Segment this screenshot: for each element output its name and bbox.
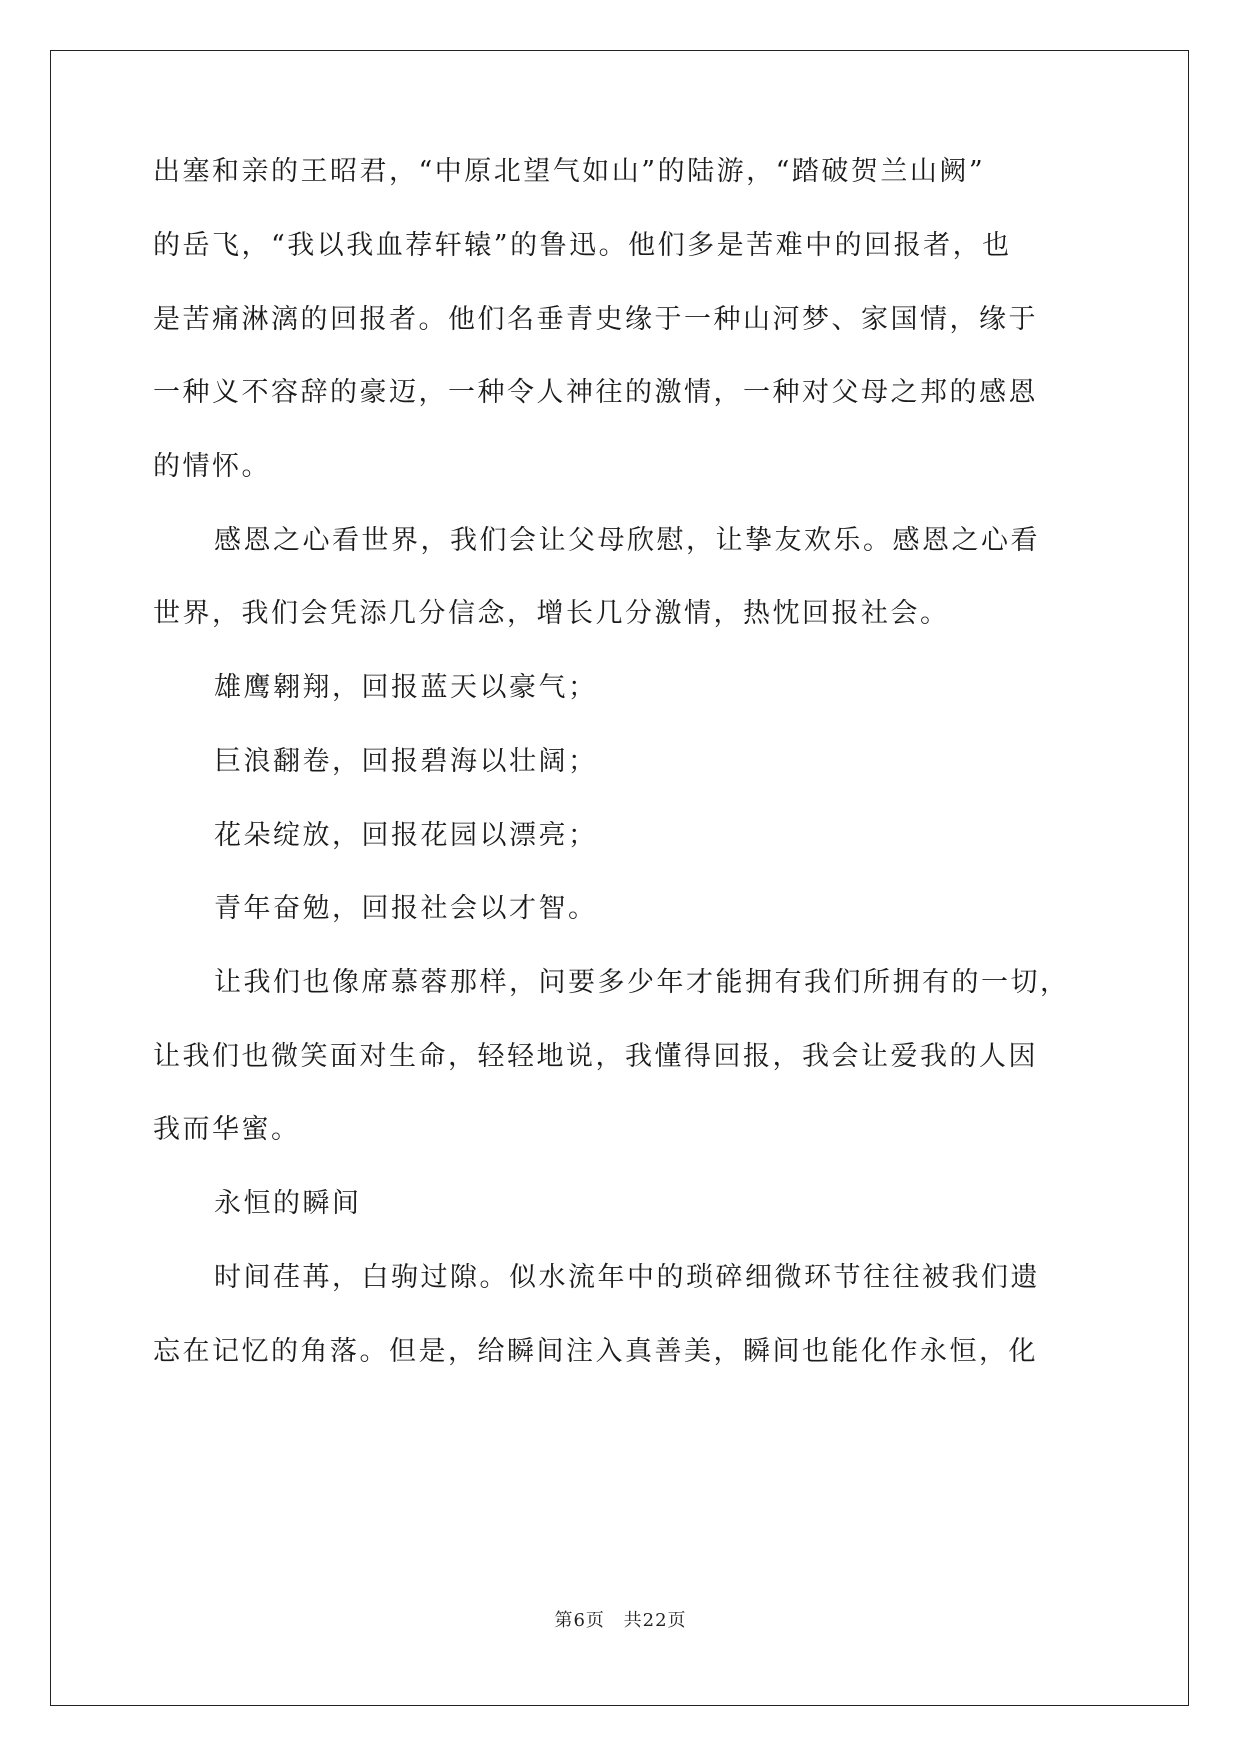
text-line: 花朵绽放，回报花园以漂亮； xyxy=(214,820,598,851)
text-line: 雄鹰翱翔，回报蓝天以豪气； xyxy=(214,672,598,703)
text-line: 青年奋勉，回报社会以才智。 xyxy=(214,893,598,924)
text-line: 我而华蜜。 xyxy=(153,1114,301,1145)
text-line: 时间荏苒，白驹过隙。似水流年中的琐碎细微环节往往被我们遗 xyxy=(214,1262,1040,1293)
text-line: 一种义不容辞的豪迈，一种令人神往的激情，一种对父母之邦的感恩 xyxy=(153,377,1038,408)
text-line: 忘在记忆的角落。但是，给瞬间注入真善美，瞬间也能化作永恒，化 xyxy=(153,1336,1038,1367)
text-line: 巨浪翻卷，回报碧海以壮阔； xyxy=(214,746,598,777)
text-line: 是苦痛淋漓的回报者。他们名垂青史缘于一种山河梦、家国情，缘于 xyxy=(153,304,1038,335)
text-line: 出塞和亲的王昭君，“中原北望气如山”的陆游，“踏破贺兰山阙” xyxy=(153,156,986,187)
page-footer xyxy=(0,1606,1241,1632)
text-line: 的岳飞，“我以我血荐轩辕”的鲁迅。他们多是苦难中的回报者，也 xyxy=(153,230,1012,261)
section-heading: 永恒的瞬间 xyxy=(214,1188,362,1219)
text-line: 让我们也像席慕蓉那样，问要多少年才能拥有我们所拥有的一切， xyxy=(214,967,1070,998)
page-frame xyxy=(50,50,1189,1706)
text-line: 世界，我们会凭添几分信念，增长几分激情，热忱回报社会。 xyxy=(153,598,950,629)
text-line: 感恩之心看世界，我们会让父母欣慰，让挚友欢乐。感恩之心看 xyxy=(214,525,1040,556)
page-total: 共22页 xyxy=(623,1610,687,1631)
page-number: 第6页 xyxy=(554,1610,605,1631)
text-line: 的情怀。 xyxy=(153,451,271,482)
text-line: 让我们也微笑面对生命，轻轻地说，我懂得回报，我会让爱我的人因 xyxy=(153,1041,1038,1072)
